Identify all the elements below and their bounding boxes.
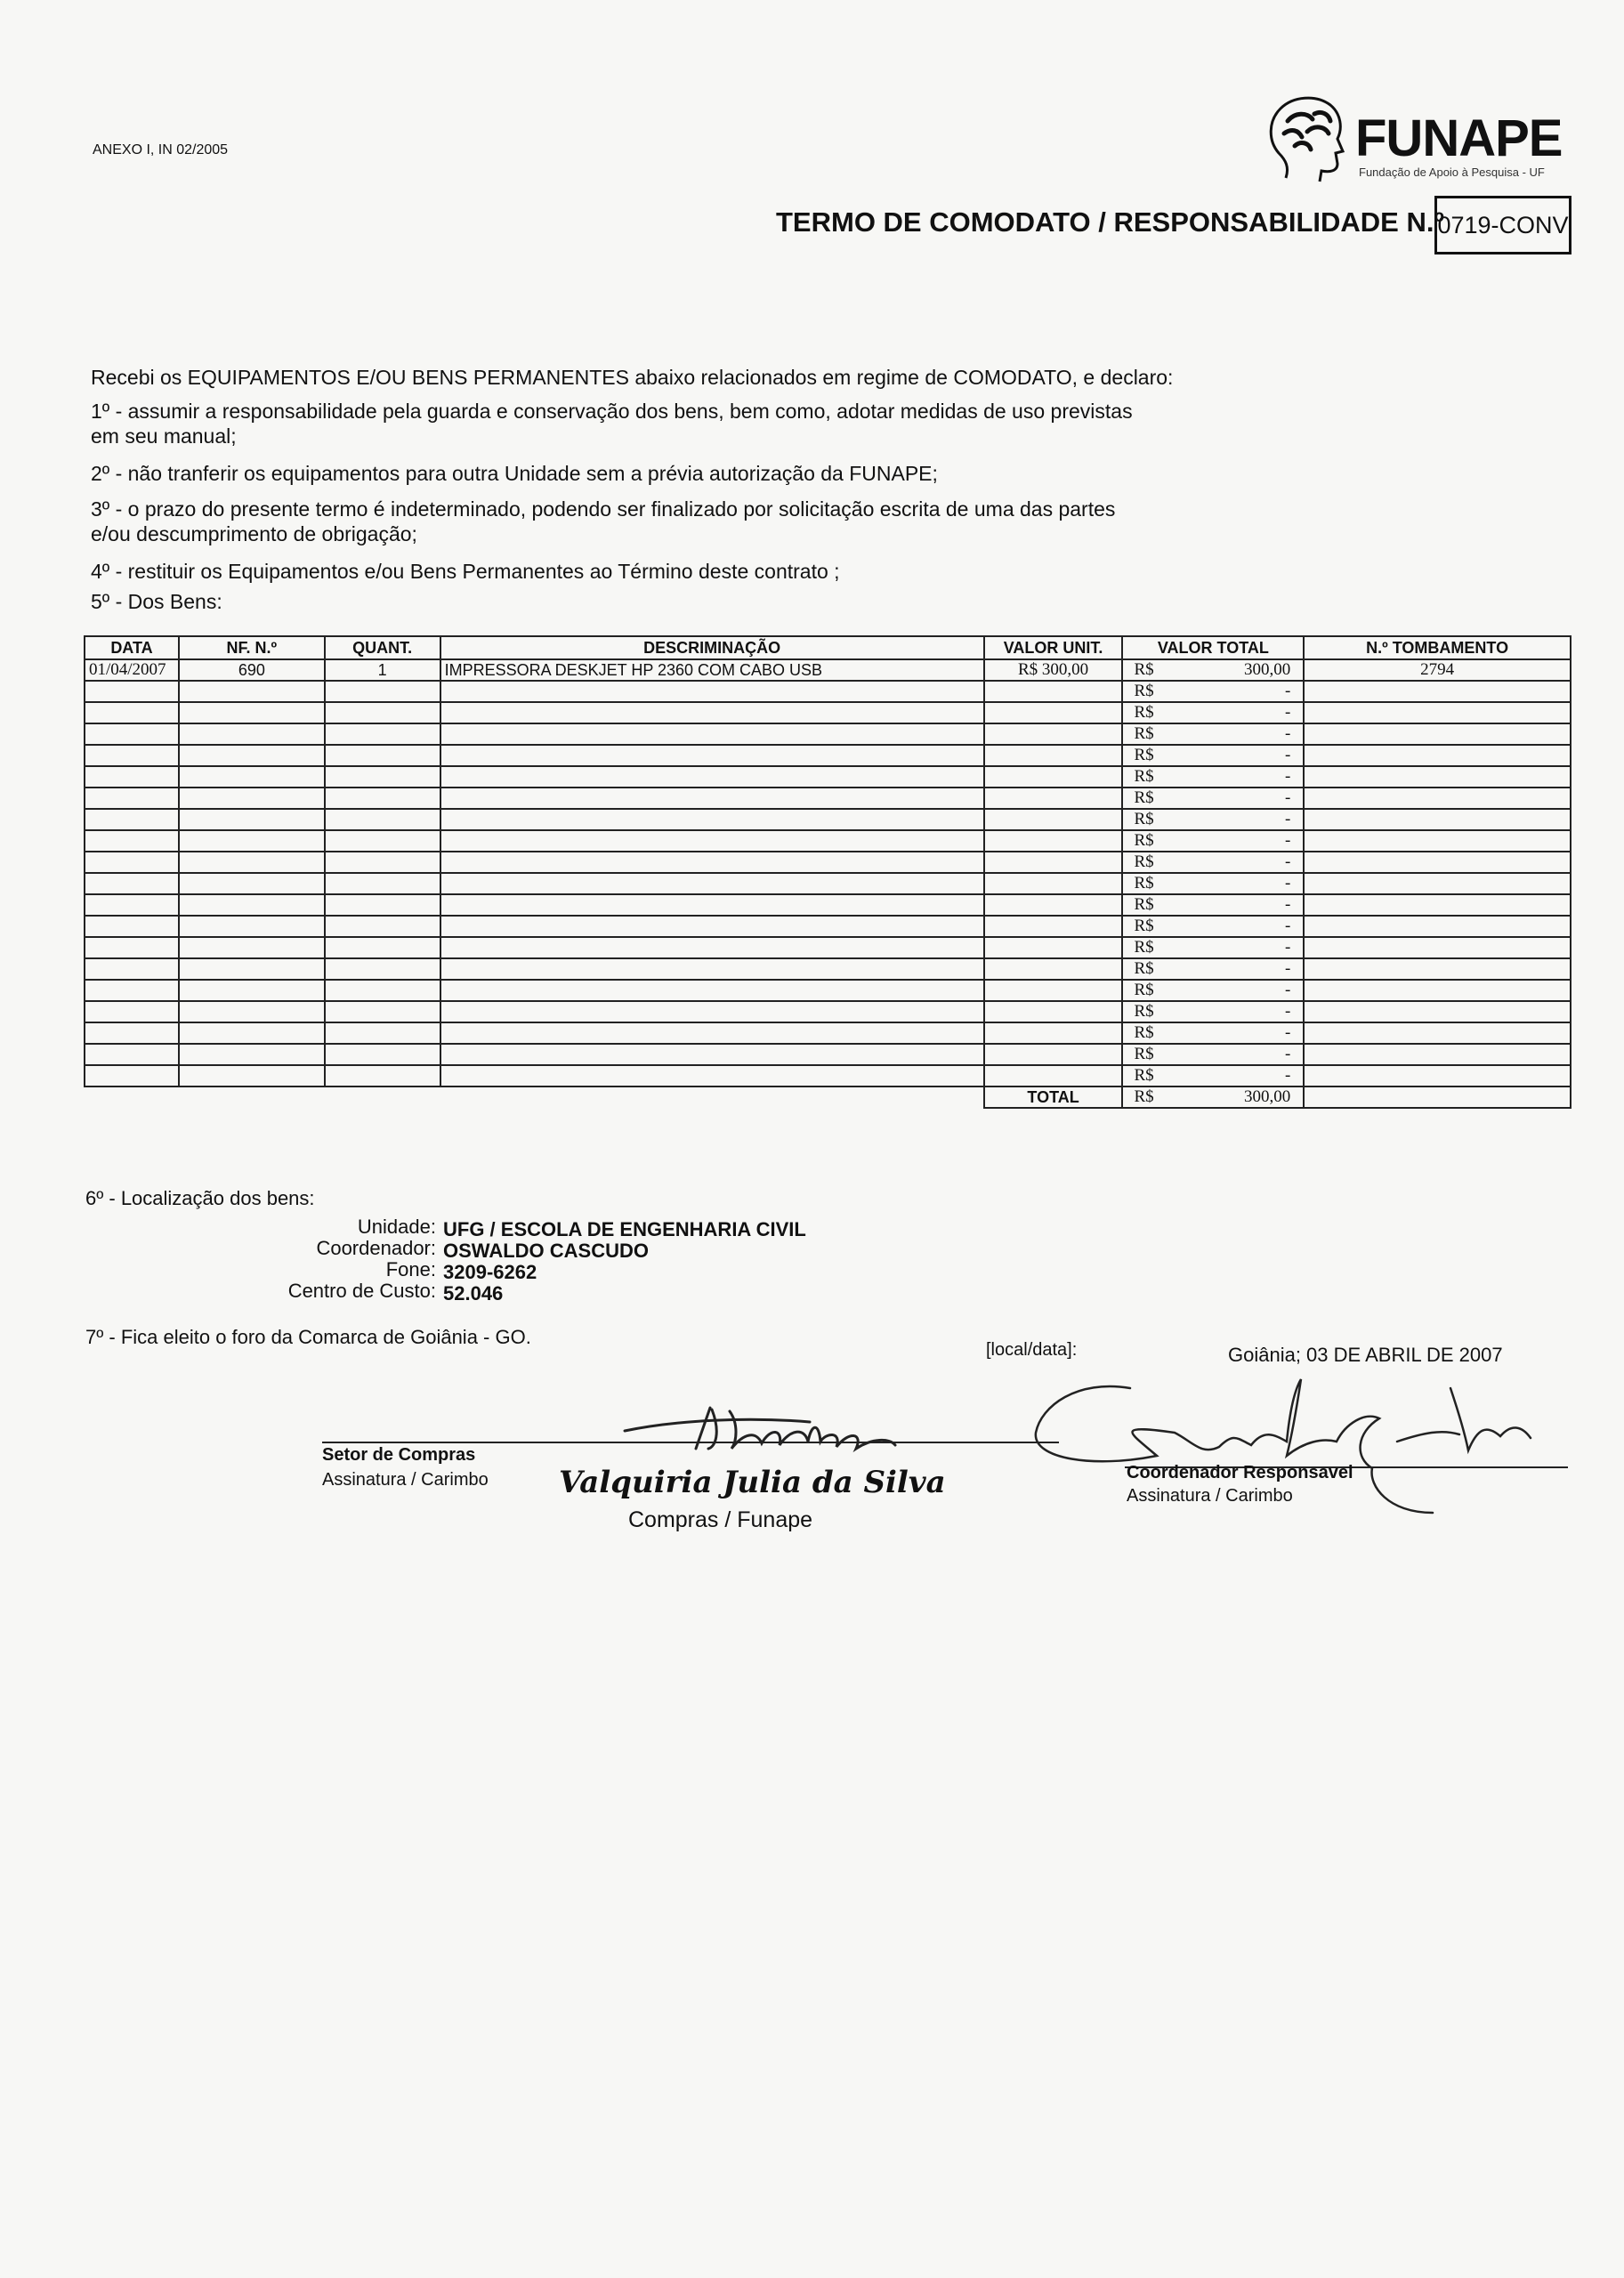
cell-nf xyxy=(179,681,325,702)
total-amount: - xyxy=(1284,788,1291,807)
purchasing-signature-caption: Assinatura / Carimbo xyxy=(322,1470,489,1490)
total-amount: - xyxy=(1284,874,1291,893)
cell-nf xyxy=(179,1065,325,1086)
coordinator-label: Coordenador Responsavel xyxy=(1127,1463,1353,1482)
cell-valor-total xyxy=(1122,980,1304,1001)
cell-data xyxy=(85,830,179,852)
stamp-department: Compras / Funape xyxy=(628,1507,813,1532)
cell-descr xyxy=(440,937,984,958)
total-amount: - xyxy=(1284,1023,1291,1042)
cell-valor-unit xyxy=(984,809,1123,830)
table-row xyxy=(85,766,1571,788)
table-row xyxy=(85,830,1571,852)
total-amount: - xyxy=(1284,938,1291,957)
location-field-value: 3209-6262 xyxy=(443,1261,537,1283)
cell-data xyxy=(85,766,179,788)
cell-tombamento xyxy=(1304,1001,1571,1022)
clause-2: 2º - não tranferir os equipamentos para outra Unidade sem a prévia autorização da FUNAPE; xyxy=(91,462,938,485)
total-amount: - xyxy=(1284,767,1291,786)
cell-descr xyxy=(440,852,984,873)
cell-quant xyxy=(325,958,440,980)
total-tombamento-cell xyxy=(1304,1086,1571,1108)
currency-symbol: R$ xyxy=(1134,959,1154,978)
cell-nf xyxy=(179,958,325,980)
cell-descr xyxy=(440,788,984,809)
cell-valor-unit xyxy=(984,937,1123,958)
cell-valor-total xyxy=(1122,788,1304,809)
cell-data xyxy=(85,1065,179,1086)
cell-valor-unit xyxy=(984,980,1123,1001)
cell-descr xyxy=(440,873,984,894)
brain-head-icon xyxy=(1259,89,1348,187)
logo-tagline: Fundação de Apoio à Pesquisa - UF xyxy=(1359,166,1545,179)
currency-symbol: R$ xyxy=(1134,874,1154,893)
location-field-value: 52.046 xyxy=(443,1282,504,1305)
cell-nf xyxy=(179,702,325,723)
total-row xyxy=(85,1086,1571,1108)
total-value-cell xyxy=(1122,1086,1304,1108)
table-row xyxy=(85,745,1571,766)
total-label: TOTAL xyxy=(984,1086,1123,1108)
cell-tombamento xyxy=(1304,681,1571,702)
cell-data xyxy=(85,745,179,766)
cell-nf xyxy=(179,745,325,766)
coordinator-signature-caption: Assinatura / Carimbo xyxy=(1127,1486,1293,1506)
table-row xyxy=(85,852,1571,873)
blank-cell xyxy=(179,1086,325,1108)
location-field-label: Unidade: xyxy=(357,1216,436,1238)
total-amount: 300,00 xyxy=(1244,660,1291,679)
cell-tombamento xyxy=(1304,766,1571,788)
cell-tombamento xyxy=(1304,958,1571,980)
currency-symbol: R$ xyxy=(1134,788,1154,807)
currency-symbol: R$ xyxy=(1134,1066,1154,1085)
cell-tombamento xyxy=(1304,809,1571,830)
cell-tombamento xyxy=(1304,702,1571,723)
col-header-data: DATA xyxy=(85,636,179,659)
cell-quant xyxy=(325,980,440,1001)
cell-quant xyxy=(325,766,440,788)
cell-nf xyxy=(179,894,325,916)
cell-descr xyxy=(440,1022,984,1044)
cell-valor-total xyxy=(1122,1044,1304,1065)
table-row xyxy=(85,723,1571,745)
blank-cell xyxy=(440,1086,984,1108)
total-amount: - xyxy=(1284,959,1291,978)
cell-tombamento xyxy=(1304,745,1571,766)
cell-nf xyxy=(179,916,325,937)
cell-data xyxy=(85,958,179,980)
location-field-value: UFG / ESCOLA DE ENGENHARIA CIVIL xyxy=(443,1218,806,1240)
cell-data xyxy=(85,894,179,916)
purchasing-sector-label: Setor de Compras xyxy=(322,1445,476,1465)
cell-valor-total xyxy=(1122,937,1304,958)
cell-tombamento xyxy=(1304,830,1571,852)
cell-valor-total xyxy=(1122,958,1304,980)
cell-valor-unit xyxy=(984,1022,1123,1044)
table-row xyxy=(85,1022,1571,1044)
annex-reference: ANEXO I, IN 02/2005 xyxy=(93,142,229,158)
table-row xyxy=(85,1065,1571,1086)
cell-tombamento xyxy=(1304,916,1571,937)
cell-descr xyxy=(440,745,984,766)
cell-quant xyxy=(325,723,440,745)
cell-valor-unit: R$ 300,00 xyxy=(984,659,1123,681)
cell-data xyxy=(85,980,179,1001)
cell-quant xyxy=(325,702,440,723)
cell-valor-unit xyxy=(984,1001,1123,1022)
cell-valor-unit xyxy=(984,958,1123,980)
cell-valor-unit xyxy=(984,788,1123,809)
cell-quant: 1 xyxy=(325,659,440,681)
table-row xyxy=(85,1044,1571,1065)
cell-descr xyxy=(440,809,984,830)
table-row xyxy=(85,809,1571,830)
cell-tombamento xyxy=(1304,1044,1571,1065)
total-amount: - xyxy=(1284,1045,1291,1063)
total-amount: - xyxy=(1284,852,1291,871)
cell-descr xyxy=(440,723,984,745)
location-title: 6º - Localização dos bens: xyxy=(85,1187,315,1209)
cell-quant xyxy=(325,1044,440,1065)
logo-wordmark: FUNAPE xyxy=(1355,109,1563,167)
cell-data xyxy=(85,723,179,745)
cell-valor-total xyxy=(1122,1022,1304,1044)
cell-tombamento: 2794 xyxy=(1304,659,1571,681)
cell-tombamento xyxy=(1304,873,1571,894)
total-amount: - xyxy=(1284,746,1291,764)
currency-symbol: R$ xyxy=(1134,917,1154,935)
cell-descr: IMPRESSORA DESKJET HP 2360 COM CABO USB xyxy=(440,659,984,681)
total-amount: - xyxy=(1284,831,1291,850)
table-row xyxy=(85,980,1571,1001)
table-row xyxy=(85,873,1571,894)
grand-total: 300,00 xyxy=(1244,1087,1291,1106)
total-amount: - xyxy=(1284,810,1291,828)
cell-nf xyxy=(179,937,325,958)
cell-data xyxy=(85,1044,179,1065)
cell-valor-total xyxy=(1122,809,1304,830)
cell-valor-total xyxy=(1122,659,1304,681)
total-amount: - xyxy=(1284,1002,1291,1021)
cell-data xyxy=(85,809,179,830)
currency-symbol: R$ xyxy=(1134,1045,1154,1063)
currency-symbol: R$ xyxy=(1134,767,1154,786)
cell-descr xyxy=(440,702,984,723)
cell-valor-total xyxy=(1122,830,1304,852)
col-header-valor-unit: VALOR UNIT. xyxy=(984,636,1123,659)
cell-tombamento xyxy=(1304,980,1571,1001)
location-field-value: OSWALDO CASCUDO xyxy=(443,1240,649,1262)
location-field-label: Centro de Custo: xyxy=(287,1280,436,1302)
cell-valor-unit xyxy=(984,873,1123,894)
intro-text: Recebi os EQUIPAMENTOS E/OU BENS PERMANENTES abaixo relacionados em regime de COMODATO, e declaro: xyxy=(91,366,1174,389)
table-row xyxy=(85,702,1571,723)
cell-descr xyxy=(440,980,984,1001)
cell-data xyxy=(85,702,179,723)
cell-quant xyxy=(325,1065,440,1086)
cell-nf xyxy=(179,766,325,788)
cell-nf: 690 xyxy=(179,659,325,681)
cell-data xyxy=(85,1001,179,1022)
cell-valor-unit xyxy=(984,766,1123,788)
cell-valor-unit xyxy=(984,1044,1123,1065)
location-field-label: Coordenador: xyxy=(316,1237,436,1259)
cell-quant xyxy=(325,745,440,766)
table-row xyxy=(85,788,1571,809)
cell-valor-unit xyxy=(984,852,1123,873)
currency-symbol: R$ xyxy=(1134,724,1154,743)
clause-5: 5º - Dos Bens: xyxy=(91,590,222,613)
cell-valor-total xyxy=(1122,702,1304,723)
cell-tombamento xyxy=(1304,1065,1571,1086)
blank-cell xyxy=(85,1086,179,1108)
cell-descr xyxy=(440,894,984,916)
currency-symbol: R$ xyxy=(1134,981,1154,999)
cell-quant xyxy=(325,681,440,702)
currency-symbol: R$ xyxy=(1134,682,1154,700)
cell-valor-total xyxy=(1122,916,1304,937)
cell-data xyxy=(85,681,179,702)
currency-symbol: R$ xyxy=(1134,660,1154,679)
cell-valor-total xyxy=(1122,723,1304,745)
cell-nf xyxy=(179,980,325,1001)
currency-symbol: R$ xyxy=(1134,1087,1154,1106)
clause-1: 1º - assumir a responsabilidade pela guarda e conservação dos bens, bem como, adotar medidas de uso previstas em seu manual; xyxy=(91,400,1133,448)
cell-valor-unit xyxy=(984,723,1123,745)
cell-descr xyxy=(440,958,984,980)
currency-symbol: R$ xyxy=(1134,831,1154,850)
cell-valor-total xyxy=(1122,1065,1304,1086)
cell-valor-total xyxy=(1122,894,1304,916)
cell-nf xyxy=(179,1022,325,1044)
cell-nf xyxy=(179,809,325,830)
cell-nf xyxy=(179,830,325,852)
cell-valor-unit xyxy=(984,1065,1123,1086)
table-row xyxy=(85,659,1571,681)
cell-quant xyxy=(325,937,440,958)
cell-data: 01/04/2007 xyxy=(85,659,179,681)
cell-quant xyxy=(325,1022,440,1044)
table-row xyxy=(85,937,1571,958)
cell-valor-unit xyxy=(984,702,1123,723)
total-amount: - xyxy=(1284,703,1291,722)
term-number-box: 0719-CONV xyxy=(1434,196,1571,254)
col-header-quant: QUANT. xyxy=(325,636,440,659)
cell-valor-total xyxy=(1122,873,1304,894)
total-amount: - xyxy=(1284,1066,1291,1085)
local-date-label: [local/data]: xyxy=(986,1340,1078,1360)
cell-valor-unit xyxy=(984,745,1123,766)
cell-tombamento xyxy=(1304,1022,1571,1044)
cell-quant xyxy=(325,916,440,937)
funape-logo xyxy=(1259,89,1580,187)
cell-descr xyxy=(440,766,984,788)
cell-quant xyxy=(325,809,440,830)
cell-valor-total xyxy=(1122,766,1304,788)
clause-3: 3º - o prazo do presente termo é indeterminado, podendo ser finalizado por solicitação escrita de uma das partes e/ou descumprimento de obrigação; xyxy=(91,497,1116,545)
cell-valor-total xyxy=(1122,1001,1304,1022)
cell-quant xyxy=(325,1001,440,1022)
cell-nf xyxy=(179,1001,325,1022)
total-amount: - xyxy=(1284,724,1291,743)
cell-quant xyxy=(325,873,440,894)
cell-nf xyxy=(179,788,325,809)
currency-symbol: R$ xyxy=(1134,852,1154,871)
cell-valor-total xyxy=(1122,681,1304,702)
table-row xyxy=(85,681,1571,702)
goods-table xyxy=(84,635,1571,1109)
cell-data xyxy=(85,873,179,894)
cell-valor-unit xyxy=(984,916,1123,937)
table-row xyxy=(85,894,1571,916)
currency-symbol: R$ xyxy=(1134,810,1154,828)
col-header-tombamento: N.º TOMBAMENTO xyxy=(1304,636,1571,659)
table-row xyxy=(85,916,1571,937)
col-header-valor-total: VALOR TOTAL xyxy=(1122,636,1304,659)
cell-nf xyxy=(179,852,325,873)
cell-tombamento xyxy=(1304,788,1571,809)
cell-valor-unit xyxy=(984,681,1123,702)
document-title: TERMO DE COMODATO / RESPONSABILIDADE N.º xyxy=(776,206,1444,238)
cell-tombamento xyxy=(1304,723,1571,745)
cell-data xyxy=(85,788,179,809)
cell-descr xyxy=(440,1044,984,1065)
total-amount: - xyxy=(1284,981,1291,999)
table-row xyxy=(85,1001,1571,1022)
clause-4: 4º - restituir os Equipamentos e/ou Bens Permanentes ao Término deste contrato ; xyxy=(91,560,840,583)
handwritten-signature-purchasing xyxy=(623,1397,925,1459)
currency-symbol: R$ xyxy=(1134,1023,1154,1042)
cell-data xyxy=(85,852,179,873)
cell-data xyxy=(85,1022,179,1044)
cell-valor-total xyxy=(1122,745,1304,766)
location-field-label: Fone: xyxy=(385,1258,436,1280)
cell-quant xyxy=(325,894,440,916)
cell-tombamento xyxy=(1304,852,1571,873)
cell-descr xyxy=(440,1065,984,1086)
table-row xyxy=(85,958,1571,980)
blank-cell xyxy=(325,1086,440,1108)
cell-quant xyxy=(325,830,440,852)
currency-symbol: R$ xyxy=(1134,703,1154,722)
col-header-descr: DESCRIMINAÇÃO xyxy=(440,636,984,659)
table-header-row xyxy=(85,636,1571,659)
total-amount: - xyxy=(1284,895,1291,914)
cell-data xyxy=(85,937,179,958)
currency-symbol: R$ xyxy=(1134,938,1154,957)
cell-valor-unit xyxy=(984,830,1123,852)
cell-valor-unit xyxy=(984,894,1123,916)
cell-valor-total xyxy=(1122,852,1304,873)
cell-descr xyxy=(440,1001,984,1022)
total-amount: - xyxy=(1284,682,1291,700)
city-date: Goiânia; 03 DE ABRIL DE 2007 xyxy=(1228,1344,1503,1366)
col-header-nf: NF. N.º xyxy=(179,636,325,659)
currency-symbol: R$ xyxy=(1134,1002,1154,1021)
cell-quant xyxy=(325,852,440,873)
cell-nf xyxy=(179,723,325,745)
total-amount: - xyxy=(1284,917,1291,935)
currency-symbol: R$ xyxy=(1134,746,1154,764)
cell-descr xyxy=(440,916,984,937)
cell-nf xyxy=(179,1044,325,1065)
cell-data xyxy=(85,916,179,937)
currency-symbol: R$ xyxy=(1134,895,1154,914)
cell-nf xyxy=(179,873,325,894)
cell-descr xyxy=(440,681,984,702)
cell-tombamento xyxy=(1304,894,1571,916)
jurisdiction-clause: 7º - Fica eleito o foro da Comarca de Goiânia - GO. xyxy=(85,1326,531,1348)
cell-descr xyxy=(440,830,984,852)
cell-quant xyxy=(325,788,440,809)
cell-tombamento xyxy=(1304,937,1571,958)
stamp-name: Valquiria Julia da Silva xyxy=(559,1465,946,1500)
